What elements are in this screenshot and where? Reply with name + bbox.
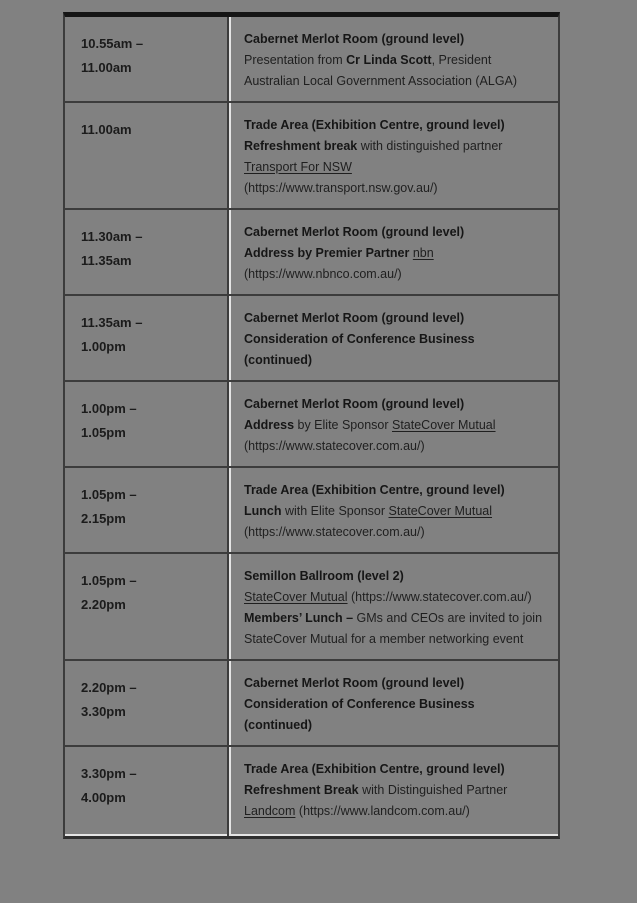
event-line [244, 222, 550, 243]
event-line [244, 629, 550, 650]
event-text: (https://www.transport.nsw.gov.au/) [244, 181, 438, 195]
event-text: Refreshment break [244, 139, 358, 153]
event-line [244, 29, 550, 50]
time-range-text: 11.35am [81, 253, 132, 268]
schedule-row [65, 296, 558, 382]
venue-text: Trade Area (Exhibition Centre, ground level) [244, 118, 505, 132]
time-range-text: 11.30am – [81, 229, 143, 244]
event-text: Presentation from [244, 53, 347, 67]
schedule-row [65, 747, 558, 836]
event-text: GMs and CEOs are invited to join [356, 611, 543, 625]
schedule-row [65, 103, 558, 210]
event-link[interactable]: Transport For NSW [244, 160, 352, 174]
event-text: Consideration of Conference Business [244, 697, 475, 711]
event-line [244, 136, 550, 157]
time-range-text: 1.05pm – [81, 487, 137, 502]
event-cell [227, 554, 558, 661]
venue-text: Semillon Ballroom (level 2) [244, 569, 404, 583]
venue-text: Cabernet Merlot Room (ground level) [244, 225, 465, 239]
event-line [244, 115, 550, 136]
event-text: Cr Linda Scott [346, 53, 432, 67]
time-cell [65, 210, 227, 296]
event-line [244, 415, 550, 436]
schedule-row [65, 382, 558, 468]
event-text: StateCover Mutual for a member networking event [244, 632, 524, 646]
venue-text: Cabernet Merlot Room (ground level) [244, 32, 465, 46]
time-range-text: 1.05pm [81, 425, 126, 440]
event-line [244, 780, 550, 801]
event-text: (https://www.landcom.com.au/) [295, 804, 470, 818]
event-line [244, 243, 550, 264]
event-link[interactable]: nbn [412, 246, 434, 260]
schedule-row [65, 210, 558, 296]
time-cell [65, 468, 227, 554]
time-range-text: 2.20pm [81, 597, 126, 612]
schedule-row [65, 468, 558, 554]
event-line [244, 436, 550, 457]
event-cell [227, 468, 558, 554]
event-link[interactable]: StateCover Mutual [244, 590, 348, 604]
event-text: Members’ Lunch – [244, 611, 357, 625]
time-range-text: 4.00pm [81, 790, 126, 805]
event-line [244, 264, 550, 285]
schedule-table [63, 12, 560, 839]
event-cell [227, 210, 558, 296]
event-link[interactable]: Landcom [244, 804, 296, 818]
venue-text: Cabernet Merlot Room (ground level) [244, 676, 465, 690]
event-cell [227, 382, 558, 468]
event-line [244, 587, 550, 608]
event-text: Address [244, 418, 295, 432]
time-range-text: 2.20pm – [81, 680, 137, 695]
time-cell [65, 382, 227, 468]
event-text: with Distinguished Partner [358, 783, 508, 797]
event-text: Consideration of Conference Business [244, 332, 475, 346]
event-link[interactable]: StateCover Mutual [392, 418, 496, 432]
venue-text: Cabernet Merlot Room (ground level) [244, 311, 465, 325]
event-line [244, 673, 550, 694]
event-line [244, 157, 550, 178]
schedule-row [65, 661, 558, 747]
event-text: (https://www.statecover.com.au/) [244, 525, 425, 539]
event-text: (https://www.statecover.com.au/) [347, 590, 532, 604]
event-link[interactable]: StateCover Mutual [388, 504, 493, 518]
time-cell [65, 103, 227, 210]
schedule-row [65, 554, 558, 661]
event-line [244, 308, 550, 329]
event-cell [227, 103, 558, 210]
event-text: with Elite Sponsor [281, 504, 389, 518]
time-cell [65, 747, 227, 836]
event-line [244, 350, 550, 371]
schedule-table-body [65, 17, 558, 836]
event-cell [227, 17, 558, 103]
event-text: by Elite Sponsor [294, 418, 392, 432]
schedule-row [65, 17, 558, 103]
event-line [244, 50, 550, 71]
event-line [244, 566, 550, 587]
time-range-text: 1.00pm – [81, 401, 137, 416]
event-text: (https://www.nbnco.com.au/) [244, 267, 402, 281]
time-range-text: 3.30pm [81, 704, 126, 719]
venue-text: Trade Area (Exhibition Centre, ground level) [244, 483, 505, 497]
event-line [244, 394, 550, 415]
time-range-text: 2.15pm [81, 511, 126, 526]
event-line [244, 71, 550, 92]
time-cell [65, 17, 227, 103]
event-text: Australian Local Government Association (ALGA) [244, 74, 518, 88]
event-cell [227, 747, 558, 836]
event-text: (continued) [244, 353, 313, 367]
venue-text: Cabernet Merlot Room (ground level) [244, 397, 465, 411]
event-text: Refreshment Break [244, 783, 359, 797]
time-cell [65, 554, 227, 661]
event-text: with distinguished partner [357, 139, 503, 153]
event-text: , President [431, 53, 492, 67]
event-text: Address by Premier Partner [244, 246, 413, 260]
time-cell [65, 661, 227, 747]
event-cell [227, 661, 558, 747]
event-line [244, 694, 550, 715]
time-range-text: 11.00am [81, 122, 132, 137]
event-line [244, 329, 550, 350]
time-range-text: 1.00pm [81, 339, 126, 354]
venue-text: Trade Area (Exhibition Centre, ground level) [244, 762, 505, 776]
event-line [244, 759, 550, 780]
time-range-text: 11.35am – [81, 315, 143, 330]
time-range-text: 10.55am – [81, 36, 144, 51]
event-line [244, 501, 550, 522]
event-text: (https://www.statecover.com.au/) [244, 439, 425, 453]
time-range-text: 11.00am [81, 60, 132, 75]
event-line [244, 480, 550, 501]
event-cell [227, 296, 558, 382]
event-text: Lunch [244, 504, 282, 518]
time-cell [65, 296, 227, 382]
event-line [244, 178, 550, 199]
event-line [244, 608, 550, 629]
event-line [244, 801, 550, 822]
time-range-text: 3.30pm – [81, 766, 137, 781]
event-line [244, 715, 550, 736]
time-range-text: 1.05pm – [81, 573, 137, 588]
event-line [244, 522, 550, 543]
event-text: (continued) [244, 718, 313, 732]
